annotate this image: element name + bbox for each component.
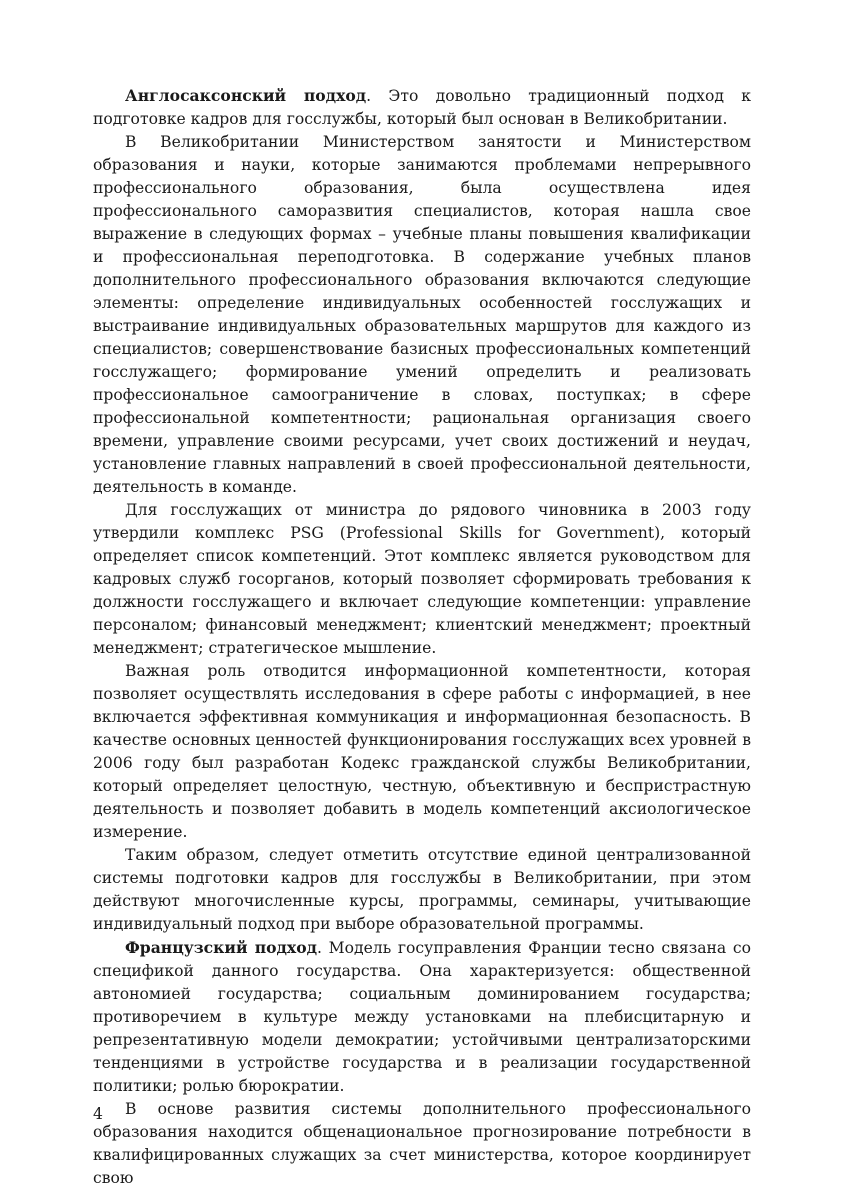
paragraph-text: . Модель госуправления Франции тесно связана со спецификой данного государства. Она характеризуется: общественной автономией государства; социальным доминированием государства; противоречием в культуре между установками на плебисцитарную и репрезентативную модели демократии; устойчивыми централизаторскими тенденциями в устройстве государства и в реализации государственной политики; ролью бюрократии. (93, 939, 751, 1095)
paragraph-text: . Это довольно традиционный подход к подготовке кадров для госслужбы, который был основан в Великобритании. (93, 87, 751, 128)
paragraph-psg-complex (93, 499, 751, 660)
paragraph-information-competence (93, 660, 751, 844)
paragraph-text: В Великобритании Министерством занятости и Министерством образования и науки, которые занимаются проблемами непрерывного профессионального образования, была осуществлена идея профессионального саморазвития специалистов, которая нашла свое выражение в следующих формах – учебные планы повышения квалификации и профессиональная переподготовка. В содержание учебных планов дополнительного профессионального образования включаются следующие элементы: определение индивидуальных особенностей госслужащих и выстраивание индивидуальных образовательных маршрутов для каждого из специалистов; совершенствование базисных профессиональных компетенций госслужащего; формирование умений определить и реализовать профессиональное самоограничение в словах, поступках; в сфере профессиональной компетентности; рациональная организация своего времени, управление своими ресурсами, учет своих достижений и неудач, установление главных направлений в своей профессиональной деятельности, деятельность в команде. (93, 133, 751, 496)
paragraph-lead: Французский подход (125, 938, 317, 957)
paragraph-anglo-saxon-approach (93, 84, 751, 131)
page-body (93, 84, 751, 1190)
paragraph-french-approach (93, 936, 751, 1098)
paragraph-text: Для госслужащих от министра до рядового чиновника в 2003 году утвердили комплекс PSG (Professional Skills for Government), который определяет список компетенций. Этот комплекс является руководством для кадровых служб госорганов, который позволяет сформировать требования к должности госслужащего и включает следующие компетенции: управление персоналом; финансовый менеджмент; клиентский менеджмент; проектный менеджмент; стратегическое мышление. (93, 501, 751, 657)
paragraph-conclusion-uk (93, 844, 751, 936)
paragraph-text: Важная роль отводится информационной компетентности, которая позволяет осуществлять исследования в сфере работы с информацией, в нее включается эффективная коммуникация и информационная безопасность. В качестве основных ценностей функционирования госслужащих всех уровней в 2006 году был разработан Кодекс гражданской службы Великобритании, который определяет целостную, честную, объективную и беспристрастную деятельность и позволяет добавить в модель компетенций аксиологическое измерение. (93, 662, 751, 841)
paragraph-uk-ministries (93, 131, 751, 499)
page-number: 4 (93, 1105, 103, 1123)
paragraph-french-development (93, 1098, 751, 1190)
paragraph-text: Таким образом, следует отметить отсутствие единой централизованной системы подготовки кадров для госслужбы в Великобритании, при этом действуют многочисленные курсы, программы, семинары, учитывающие индивидуальный подход при выборе образовательной программы. (93, 846, 751, 933)
paragraph-lead: Англосаксонский подход (125, 86, 367, 105)
paragraph-text: В основе развития системы дополнительного профессионального образования находится общенациональное прогнозирование потребности в квалифицированных служащих за счет министерства, которое координирует свою (93, 1100, 751, 1187)
